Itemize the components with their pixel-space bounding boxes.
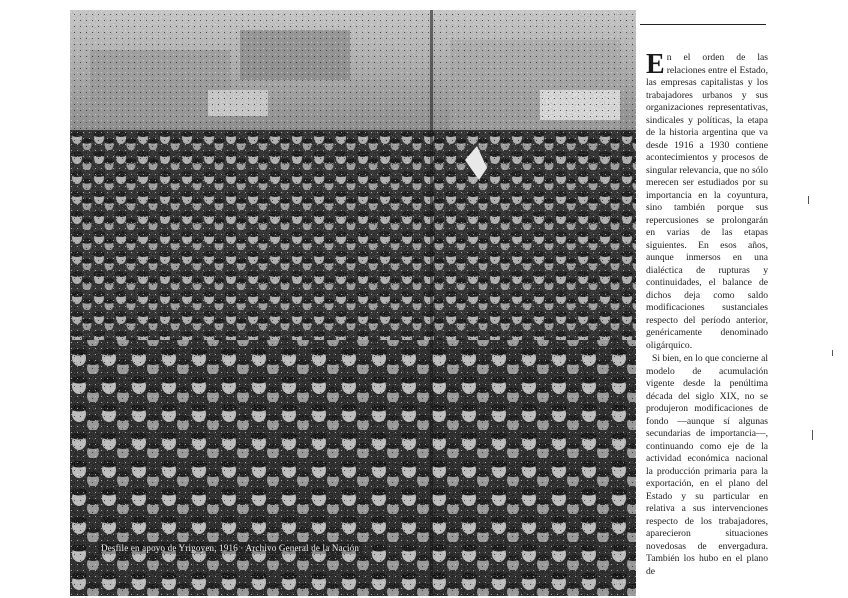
scan-speck bbox=[808, 196, 809, 204]
scan-speck bbox=[832, 350, 833, 356]
article-column bbox=[646, 49, 768, 579]
crowd-scene bbox=[70, 10, 636, 596]
paragraph-1 bbox=[646, 49, 768, 352]
photo-caption: Desfile en apoyo de Yrigoyen, 1916 · Archivo General de la Nación bbox=[98, 542, 362, 554]
paragraph-1-text: n el orden de las relaciones entre el Estado, las empresas capitalistas y los trabajadores urbanos y sus organizaciones representativas, sindicales y políticas, la etapa de la historia argentina que va desde 1916 a 1930 contiene acontecimientos y procesos de singular relevancia, que no sólo merecen ser estudiados por su importancia en la coyuntura, sino también porque sus repercusiones se prolongarán en varias de las etapas siguientes. En esos años, aunque inmersos en una dialéctica de rupturas y continuidades, el balance de dichos deja como saldo modificaciones sustanciales respecto del período anterior, genéricamente denominado oligárquico. bbox=[646, 52, 768, 351]
page-gutter bbox=[430, 10, 433, 596]
paragraph-2: Si bien, en lo que concierne al modelo de acumulación vigente desde la penúltima década del siglo XIX, no se produjeron modificaciones de fondo —aunque sí algunas secundarias de importancia—, continuando como eje de la actividad económica nacional la producción primaria para la exportación, en el plano del Estado y su particular en relativa a sus intervenciones respecto de los trabajadores, aparecieron situaciones novedosas de envergadura. También los hubo en el plano de bbox=[646, 353, 768, 577]
scan-speck bbox=[812, 430, 813, 440]
crowd-photograph bbox=[70, 10, 636, 596]
header-rule bbox=[640, 24, 766, 25]
drop-cap: E bbox=[646, 49, 665, 80]
